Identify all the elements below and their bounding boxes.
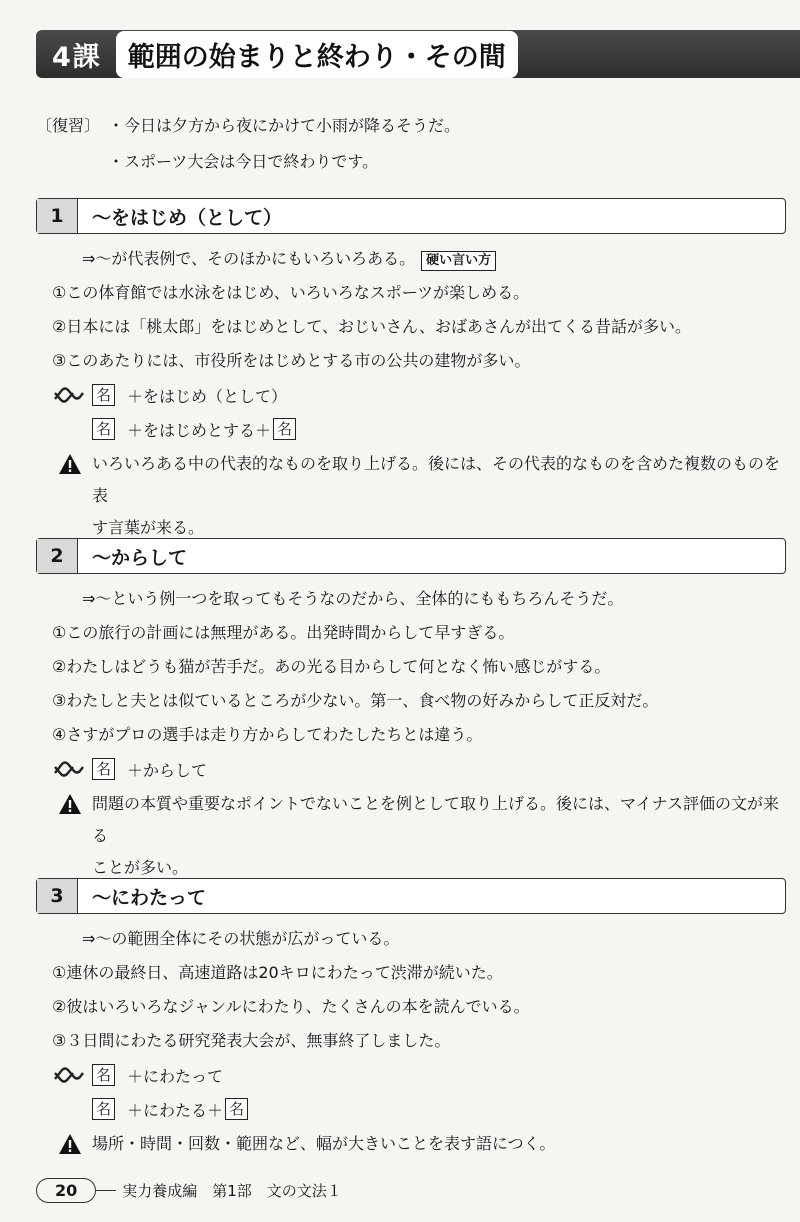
footer-text: 実力養成編 第1部 文の文法１ <box>122 1182 342 1200</box>
example-sentence: ②彼はいろいろなジャンルにわたり、たくさんの本を読んでいる。 <box>52 997 530 1016</box>
section-meaning: ⇒～という例一つを取ってもそうなのだから、全体的にももちろんそうだ。 <box>82 589 624 608</box>
connection-clip-icon <box>52 758 86 780</box>
example-sentence: ③３日間にわたる研究発表大会が、無事終了しました。 <box>52 1031 451 1050</box>
example-sentence: ③わたしと夫とは似ているところが少ない。第一、食べ物の好みからして正反対だ。 <box>52 691 659 710</box>
usage-note: 問題の本質や重要なポイントでないことを例として取り上げる。後には、マイナス評価の文が来る ことが多い。 <box>52 788 792 884</box>
section-title: ～にわたって <box>92 886 207 909</box>
section-number: 2 <box>37 539 78 573</box>
section-number: 1 <box>37 199 78 233</box>
lesson-title: 範囲の始まりと終わり・その間 <box>116 31 518 78</box>
noun-tag: 名 <box>92 1064 115 1086</box>
noun-tag: 名 <box>273 418 296 440</box>
section-title: ～からして <box>92 546 188 569</box>
noun-tag: 名 <box>92 1098 115 1120</box>
example-sentence: ②わたしはどうも猫が苦手だ。あの光る目からして何となく怖い感じがする。 <box>52 657 611 676</box>
form-pattern: 名 ＋をはじめとする＋ 名 <box>52 412 792 446</box>
warning-icon <box>58 453 82 475</box>
noun-tag: 名 <box>92 384 115 406</box>
example-sentence: ①連休の最終日、高速道路は20キロにわたって渋滞が続いた。 <box>52 963 503 982</box>
review-line-1: ・今日は夕方から夜にかけて小雨が降るそうだ。 <box>108 116 461 135</box>
example-sentence: ①この体育館では水泳をはじめ、いろいろなスポーツが楽しめる。 <box>52 283 530 302</box>
section-3-header <box>36 878 786 914</box>
noun-tag: 名 <box>225 1098 248 1120</box>
connection-clip-icon <box>52 1064 86 1086</box>
form-pattern: 名 ＋をはじめ（として） <box>52 378 792 412</box>
section-2-header <box>36 538 786 574</box>
form-pattern: 名 ＋にわたる＋ 名 <box>52 1092 792 1126</box>
section-3-body <box>52 922 792 1160</box>
section-title: ～をはじめ（として） <box>92 206 283 229</box>
example-sentence: ②日本には「桃太郎」をはじめとして、おじいさん、おばあさんが出てくる昔話が多い。 <box>52 317 691 336</box>
warning-icon <box>58 1133 82 1155</box>
example-sentence: ③このあたりには、市役所をはじめとする市の公共の建物が多い。 <box>52 351 531 370</box>
example-sentence: ④さすがプロの選手は走り方からしてわたしたちとは違う。 <box>52 725 483 744</box>
footer-divider <box>96 1190 116 1192</box>
form-pattern: 名 ＋からして <box>52 752 792 786</box>
register-tag: 硬い言い方 <box>421 251 496 271</box>
connection-clip-icon <box>52 384 86 406</box>
section-meaning: ⇒～の範囲全体にその状態が広がっている。 <box>82 929 400 948</box>
section-number: 3 <box>37 879 78 913</box>
warning-icon <box>58 793 82 815</box>
section-1-body <box>52 242 792 544</box>
usage-note: いろいろある中の代表的なものを取り上げる。後には、その代表的なものを含めた複数のものを表 す言葉が来る。 <box>52 448 792 544</box>
section-meaning: ⇒～が代表例で、そのほかにもいろいろある。 硬い言い方 <box>52 242 792 276</box>
lesson-header <box>36 30 800 78</box>
section-1-header <box>36 198 786 234</box>
review-line-2: ・スポーツ大会は今日で終わりです。 <box>108 152 379 171</box>
noun-tag: 名 <box>92 418 115 440</box>
usage-note: 場所・時間・回数・範囲など、幅が大きいことを表す語につく。 <box>52 1128 792 1160</box>
noun-tag: 名 <box>92 758 115 780</box>
page-number: 20 <box>36 1178 96 1203</box>
page-footer <box>36 1178 342 1203</box>
section-2-body <box>52 582 792 884</box>
review-block <box>36 108 460 180</box>
review-tag: 〔復習〕 <box>36 116 101 135</box>
form-pattern: 名 ＋にわたって <box>52 1058 792 1092</box>
lesson-number: 4課 <box>52 41 102 73</box>
example-sentence: ①この旅行の計画には無理がある。出発時間からして早すぎる。 <box>52 623 515 642</box>
